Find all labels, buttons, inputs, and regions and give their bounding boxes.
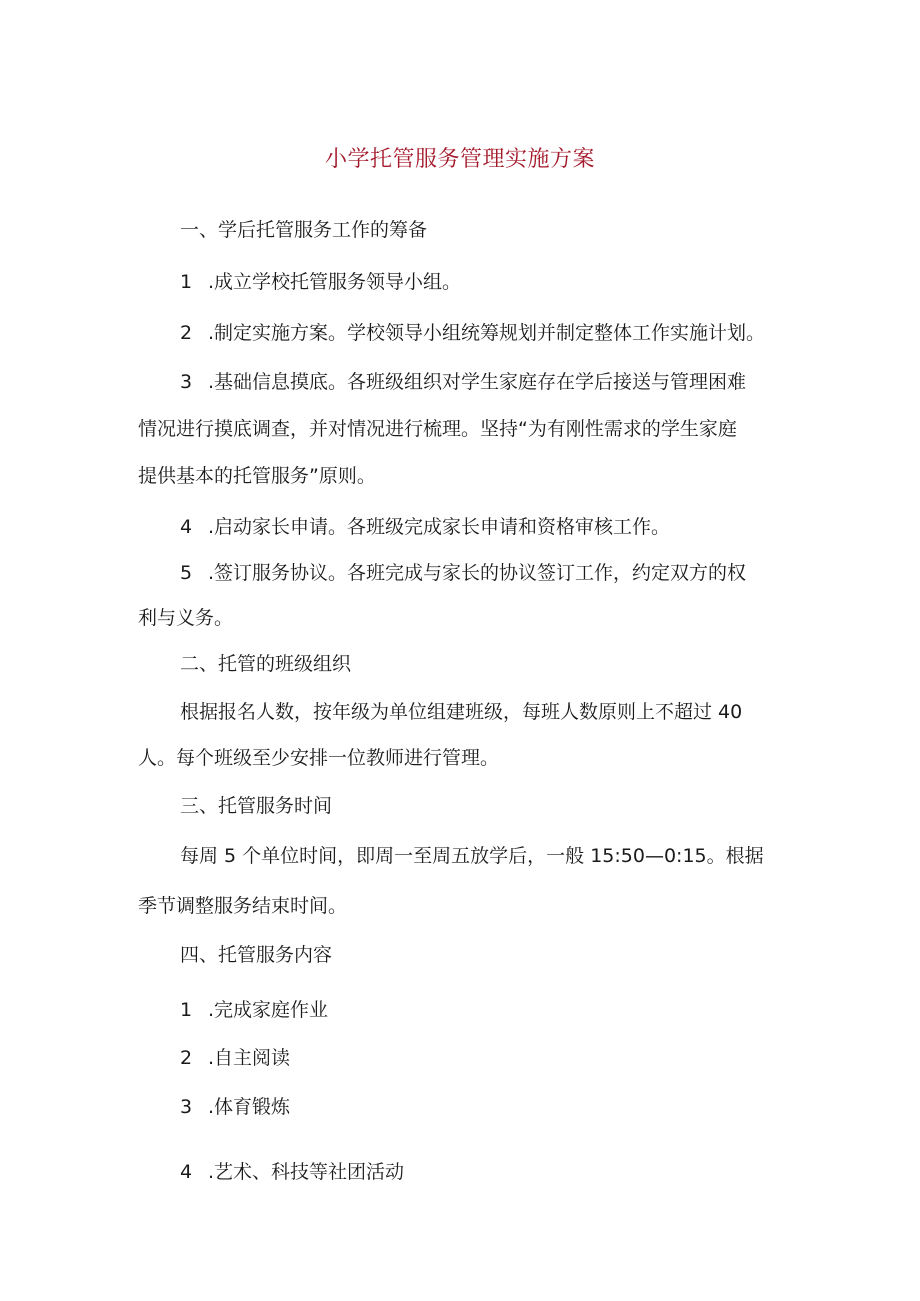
item-number: 3 xyxy=(180,1096,193,1118)
list-item xyxy=(180,514,670,540)
paragraph-continuation: 季节调整服务结束时间。 xyxy=(138,895,348,917)
item-number: 1 xyxy=(180,271,193,293)
list-item xyxy=(180,560,746,586)
document-title: 小学托管服务管理实施方案 xyxy=(324,147,595,172)
item-text: .签订服务协议。各班完成与家长的协议签订工作，约定双方的权 xyxy=(208,562,747,584)
list-item xyxy=(180,369,746,395)
item-number: 3 xyxy=(180,371,193,393)
item-number: 2 xyxy=(180,1047,193,1069)
item-text: .体育锻炼 xyxy=(208,1096,291,1118)
paragraph: 每周 5 个单位时间，即周一至周五放学后，一般 15:50—0:15。根据 xyxy=(180,845,764,867)
item-text: .成立学校托管服务领导小组。 xyxy=(208,271,462,293)
list-item xyxy=(180,1159,404,1185)
item-number: 5 xyxy=(180,562,193,584)
item-number: 1 xyxy=(180,999,193,1021)
item-text: .艺术、科技等社团活动 xyxy=(208,1161,405,1183)
item-text: .启动家长申请。各班级完成家长申请和资格审核工作。 xyxy=(208,516,671,538)
section-heading-service-content: 四、托管服务内容 xyxy=(180,944,333,966)
list-item xyxy=(180,269,461,295)
list-item xyxy=(180,1094,290,1120)
item-number: 4 xyxy=(180,516,193,538)
section-heading-preparation: 一、学后托管服务工作的筹备 xyxy=(180,219,428,241)
item-text: .自主阅读 xyxy=(208,1047,291,1069)
paragraph-continuation: 提供基本的托管服务”原则。 xyxy=(138,465,376,487)
item-text: .完成家庭作业 xyxy=(208,999,329,1021)
paragraph-continuation: 情况进行摸底调查，并对情况进行梳理。坚持“为有刚性需求的学生家庭 xyxy=(138,418,737,440)
paragraph-continuation: 人。每个班级至少安排一位教师进行管理。 xyxy=(138,747,500,769)
paragraph: 根据报名人数，按年级为单位组建班级，每班人数原则上不超过 40 xyxy=(180,701,743,723)
section-heading-service-time: 三、托管服务时间 xyxy=(180,795,333,817)
item-text: .制定实施方案。学校领导小组统筹规划并制定整体工作实施计划。 xyxy=(208,322,766,344)
item-text: .基础信息摸底。各班级组织对学生家庭存在学后接送与管理困难 xyxy=(208,371,747,393)
list-item xyxy=(180,997,328,1023)
paragraph-continuation: 利与义务。 xyxy=(138,607,234,629)
section-heading-class-organization: 二、托管的班级组织 xyxy=(180,653,352,675)
list-item xyxy=(180,1045,290,1071)
list-item xyxy=(180,320,765,346)
item-number: 4 xyxy=(180,1161,193,1183)
item-number: 2 xyxy=(180,322,193,344)
